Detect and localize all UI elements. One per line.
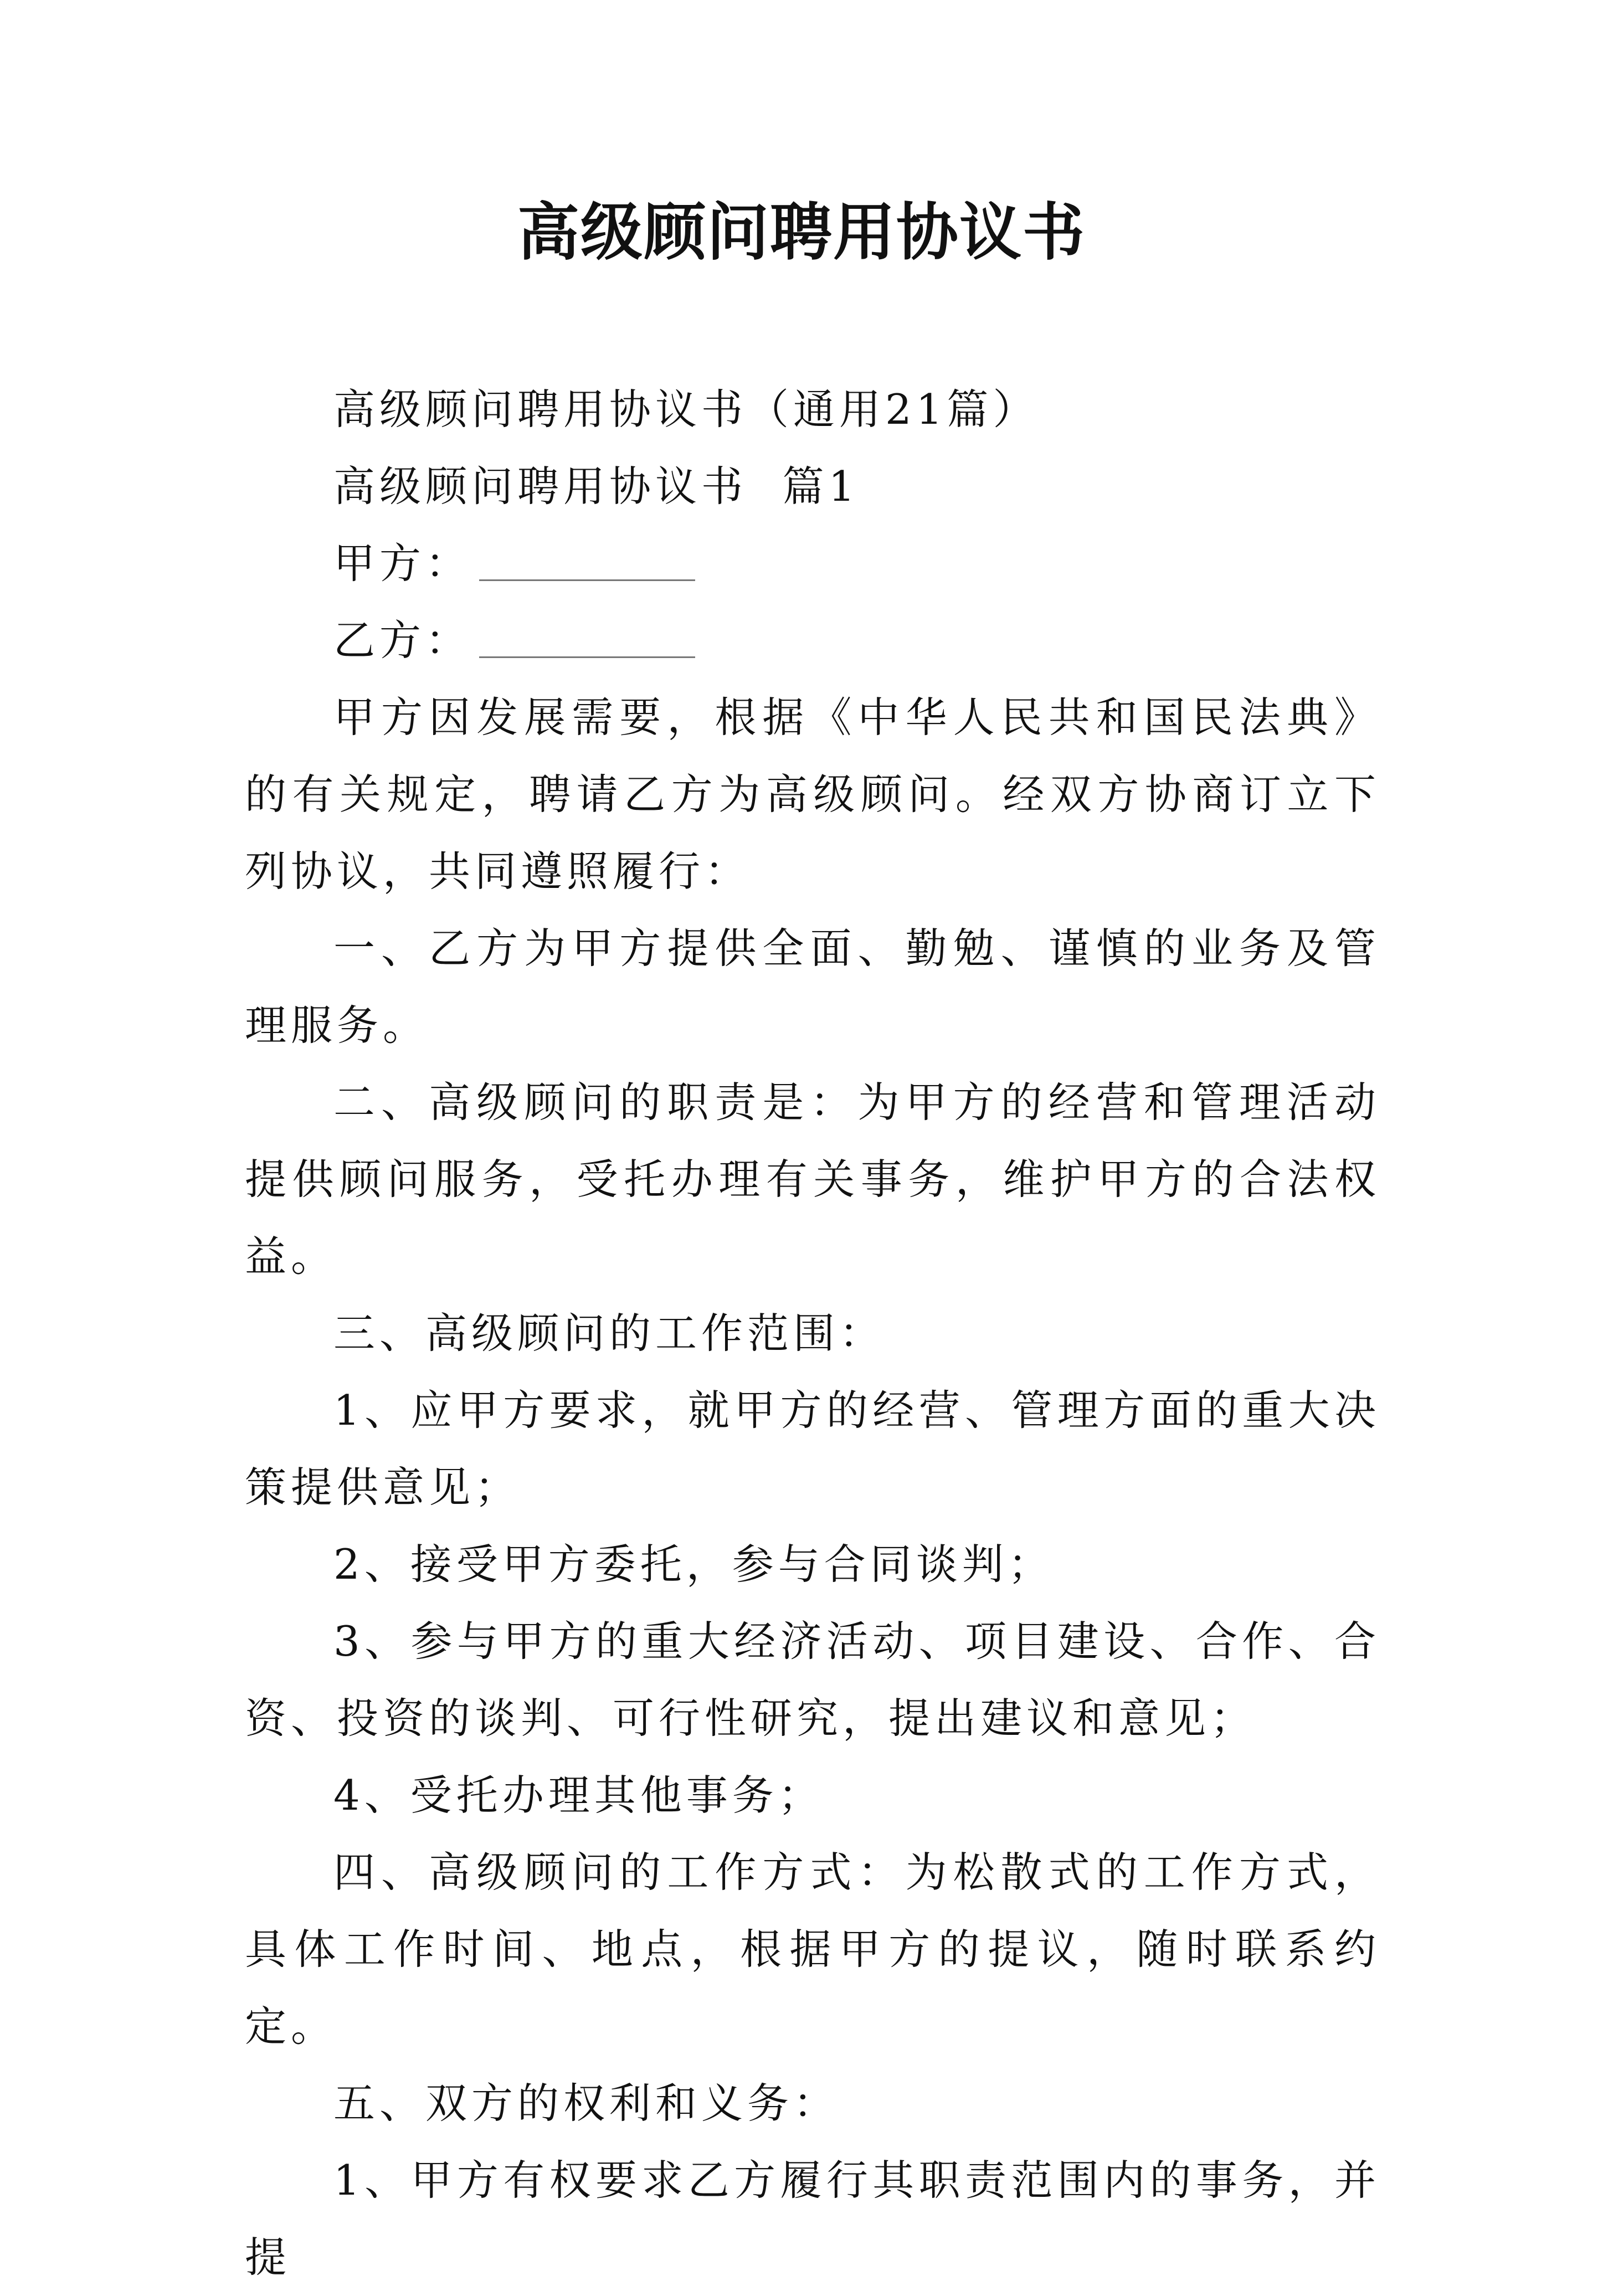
section-heading: 高级顾问聘用协议书 篇1: [333, 462, 860, 511]
party-a-line: [245, 525, 1380, 602]
paragraph: 四、高级顾问的工作方式：为松散式的工作方式，具体工作时间、地点，根据甲方的提议，随时联系约定。: [245, 1848, 1380, 2051]
party-a-blank: [479, 541, 695, 581]
document-title: 高级顾问聘用协议书: [517, 196, 1086, 269]
party-b-blank: [479, 618, 695, 658]
paragraph: 4、受托办理其他事务；: [333, 1771, 824, 1820]
document-subtitle: 高级顾问聘用协议书（通用21篇）: [333, 385, 1039, 434]
paragraph: 2、接受甲方委托，参与合同谈判；: [333, 1540, 1054, 1589]
document-body: [245, 371, 1380, 2296]
paragraph: 三、高级顾问的工作范围：: [333, 1309, 886, 1358]
paragraph: 1、应甲方要求，就甲方的经营、管理方面的重大决策提供意见；: [245, 1386, 1380, 1512]
party-b-label: 乙方：: [333, 616, 472, 665]
party-a-label: 甲方：: [333, 539, 472, 588]
paragraph: 甲方因发展需要，根据《中华人民共和国民法典》的有关规定，聘请乙方为高级顾问。经双方协商订立下列协议，共同遵照履行：: [245, 693, 1380, 896]
paragraph: 1、甲方有权要求乙方履行其职责范围内的事务，并提: [245, 2156, 1380, 2282]
party-b-line: [245, 602, 1380, 679]
paragraph: 一、乙方为甲方提供全面、勤勉、谨慎的业务及管理服务。: [245, 924, 1380, 1050]
paragraph: 3、参与甲方的重大经济活动、项目建设、合作、合资、投资的谈判、可行性研究，提出建议和意见；: [245, 1617, 1380, 1743]
paragraph: 五、双方的权利和义务：: [333, 2079, 840, 2128]
paragraph: 二、高级顾问的职责是：为甲方的经营和管理活动提供顾问服务，受托办理有关事务，维护甲方的合法权益。: [245, 1078, 1380, 1281]
